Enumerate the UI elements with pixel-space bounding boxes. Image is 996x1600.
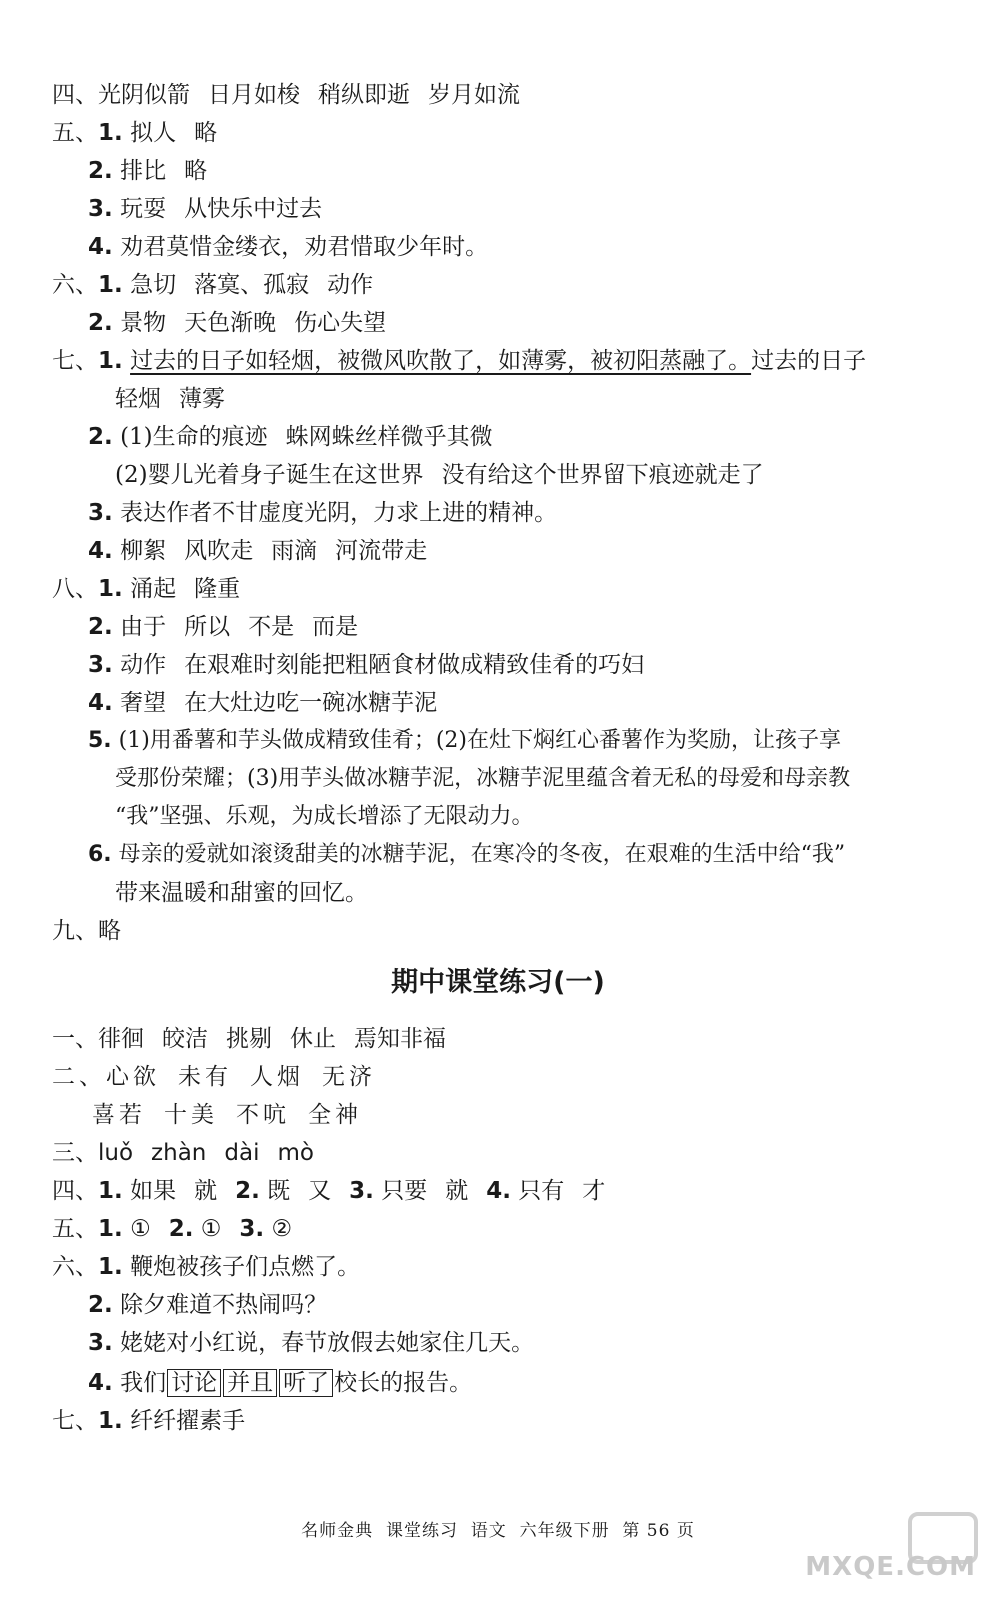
boxed-word: 听了 — [279, 1369, 333, 1397]
answer-8-1: 八、1. 涌起 隆重 — [52, 576, 241, 602]
answer-6-2: 2. 景物 天色渐晚 伤心失望 — [88, 310, 387, 336]
answer-7-4: 4. 柳絮 风吹走 雨滴 河流带走 — [88, 538, 428, 564]
answer-5-2: 2. 排比 略 — [88, 158, 208, 184]
answer-7-2-part2: (2)婴儿光着身子诞生在这世界 没有给这个世界留下痕迹就走了 — [115, 462, 764, 488]
section-title: 期中课堂练习(一) — [391, 967, 605, 998]
watermark-url: MXQE.COM — [805, 1552, 976, 1582]
mid-answer-3: 三、luǒ zhàn dài mò — [52, 1140, 314, 1166]
answer-7-2: 2. (1)生命的痕迹 蛛网蛛丝样微乎其微 — [88, 424, 493, 450]
answer-7-3: 3. 表达作者不甘虚度光阴，力求上进的精神。 — [88, 500, 558, 526]
mid-answer-1: 一、徘徊 皎洁 挑剔 休止 焉知非福 — [52, 1026, 446, 1052]
mid-answer-2: 二、心欲 未有 人烟 无济 — [52, 1064, 376, 1090]
watermark — [805, 1512, 978, 1582]
mid-answer-5: 五、1. ① 2. ① 3. ② — [52, 1216, 293, 1242]
boxed-word: 并且 — [223, 1369, 277, 1397]
mid-answer-4: 四、1. 如果 就 2. 既 又 3. 只要 就 4. 只有 才 — [52, 1178, 606, 1204]
answer-5-1: 五、1. 拟人 略 — [52, 120, 218, 146]
mid-answer-6-3: 3. 姥姥对小红说，春节放假去她家住几天。 — [88, 1330, 535, 1356]
answer-8-6-line2: 带来温暖和甜蜜的回忆。 — [115, 880, 368, 906]
mid-answer-7-1: 七、1. 纤纤擢素手 — [52, 1408, 246, 1434]
page-footer: 名师金典 课堂练习 语文 六年级下册 第 56 页 — [301, 1521, 695, 1541]
answer-8-2: 2. 由于 所以 不是 而是 — [88, 614, 359, 640]
answer-8-6: 6. 母亲的爱就如滚烫甜美的冰糖芋泥，在寒冷的冬夜，在艰难的生活中给“我” — [88, 842, 846, 867]
answer-7-1: 七、1. 过去的日子如轻烟，被微风吹散了，如薄雾，被初阳蒸融了。过去的日子 — [52, 348, 867, 374]
answer-8-5-line3: “我”坚强、乐观，为成长增添了无限动力。 — [115, 804, 534, 829]
mid-answer-6-4: 4. 我们 讨论 并且 听了 校长的报告。 — [88, 1370, 473, 1396]
answer-6-1: 六、1. 急切 落寞、孤寂 动作 — [52, 272, 374, 298]
answer-7-1-line2: 轻烟 薄雾 — [115, 386, 225, 412]
answer-8-5-line2: 受那份荣耀；(3)用芋头做冰糖芋泥，冰糖芋泥里蕴含着无私的母爱和母亲教 — [115, 766, 851, 791]
underlined-sentence: 过去的日子如轻烟，被微风吹散了，如薄雾，被初阳蒸融了。 — [130, 348, 752, 374]
mid-answer-6-2: 2. 除夕难道不热闹吗？ — [88, 1292, 328, 1318]
boxed-word: 讨论 — [167, 1369, 221, 1397]
answer-8-4: 4. 奢望 在大灶边吃一碗冰糖芋泥 — [88, 690, 438, 716]
answer-5-4: 4. 劝君莫惜金缕衣，劝君惜取少年时。 — [88, 234, 489, 260]
answer-8-3: 3. 动作 在艰难时刻能把粗陋食材做成精致佳肴的巧妇 — [88, 652, 645, 678]
mid-answer-6-1: 六、1. 鞭炮被孩子们点燃了。 — [52, 1254, 361, 1280]
answer-5-3: 3. 玩耍 从快乐中过去 — [88, 196, 323, 222]
answer-9: 九、略 — [52, 918, 121, 944]
mid-answer-2-row2: 喜若 十美 不吭 全神 — [92, 1102, 362, 1128]
answer-8-5: 5. (1)用番薯和芋头做成精致佳肴；(2)在灶下焖红心番薯作为奖励，让孩子享 — [88, 728, 842, 753]
answer-4: 四、光阴似箭 日月如梭 稍纵即逝 岁月如流 — [52, 82, 520, 108]
